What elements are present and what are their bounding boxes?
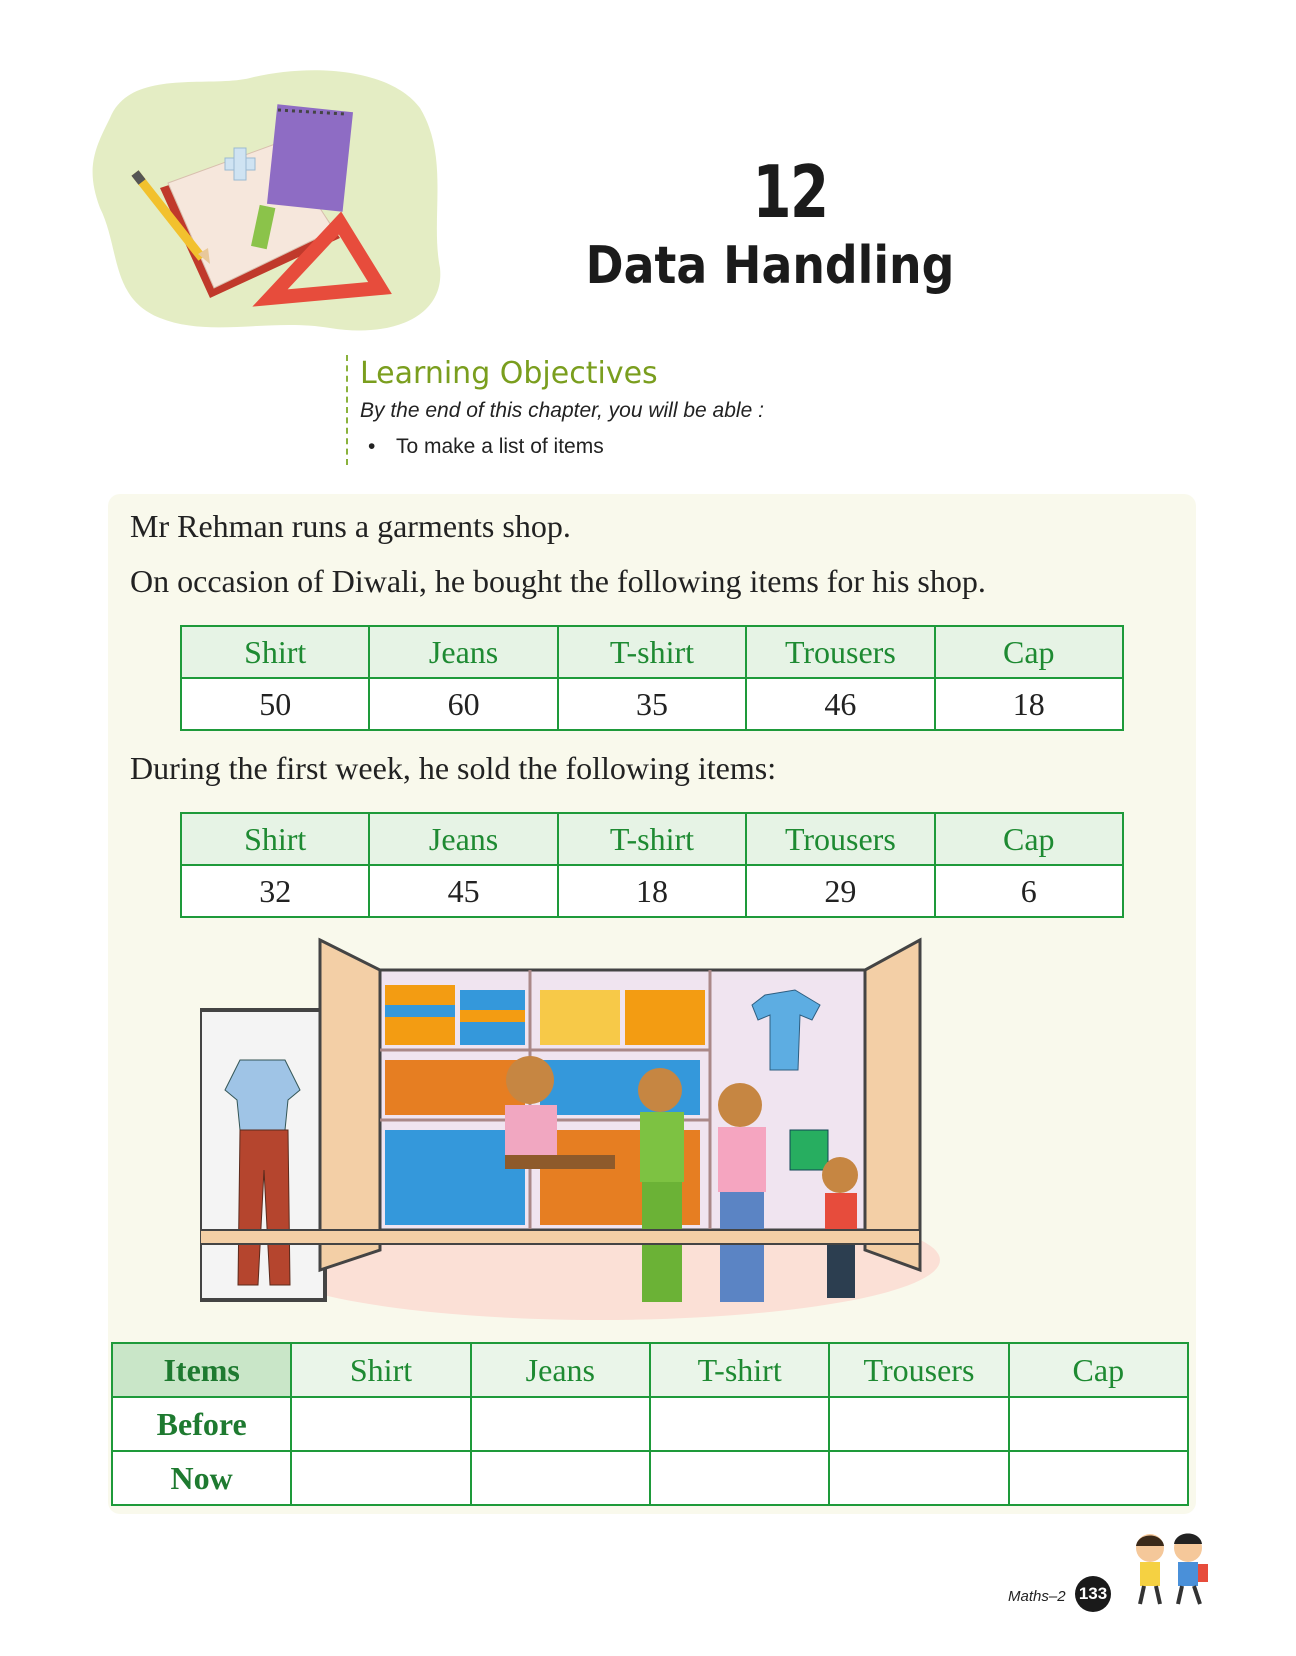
answer-cell[interactable] — [829, 1397, 1008, 1451]
intro-line-1: Mr Rehman runs a garments shop. — [130, 508, 571, 544]
chapter-illustration — [90, 48, 450, 348]
table-header: Shirt — [181, 626, 369, 678]
table-header: Jeans — [471, 1343, 650, 1397]
table-header: Shirt — [181, 813, 369, 865]
table-header: Jeans — [369, 626, 557, 678]
answer-cell[interactable] — [1009, 1397, 1188, 1451]
answer-cell[interactable] — [291, 1397, 470, 1451]
bought-items-table — [180, 625, 1124, 731]
row-label: Now — [112, 1451, 291, 1505]
objective-item — [360, 435, 960, 459]
answer-cell[interactable] — [291, 1451, 470, 1505]
intro-line-3: During the first week, he sold the following items: — [130, 750, 777, 786]
answer-cell[interactable] — [829, 1451, 1008, 1505]
book-label: Maths–2 — [1008, 1588, 1066, 1605]
chapter-number: 12 — [752, 150, 828, 234]
table-cell: 60 — [369, 678, 557, 730]
table-header: Trousers — [746, 626, 934, 678]
table-cell: 45 — [369, 865, 557, 917]
table-cell: 18 — [558, 865, 746, 917]
table-cell: 50 — [181, 678, 369, 730]
table-header: Trousers — [829, 1343, 1008, 1397]
intro-line-2: On occasion of Diwali, he bought the following items for his shop. — [130, 563, 986, 599]
page-number: 133 — [1075, 1576, 1111, 1612]
chapter-title: Data Handling — [585, 236, 955, 296]
answer-cell[interactable] — [471, 1451, 650, 1505]
objective-item-text: To make a list of items — [396, 435, 604, 458]
table-header: Shirt — [291, 1343, 470, 1397]
table-cell: 6 — [935, 865, 1123, 917]
objectives-intro: By the end of this chapter, you will be able : — [360, 399, 764, 422]
table-cell: 18 — [935, 678, 1123, 730]
kids-mascot-icon — [1120, 1528, 1220, 1608]
row-label: Before — [112, 1397, 291, 1451]
table-header: Jeans — [369, 813, 557, 865]
display-window — [200, 1010, 325, 1300]
table-cell: 46 — [746, 678, 934, 730]
table-header: Cap — [935, 626, 1123, 678]
table-cell: 29 — [746, 865, 934, 917]
table-header: Cap — [935, 813, 1123, 865]
objectives-heading: Learning Objectives — [360, 356, 658, 391]
notepad-icon — [267, 104, 353, 211]
table-header: T-shirt — [558, 626, 746, 678]
row-label: Items — [112, 1343, 291, 1397]
answer-cell[interactable] — [650, 1451, 829, 1505]
learning-objectives — [346, 355, 960, 465]
table-cell: 35 — [558, 678, 746, 730]
table-header: Trousers — [746, 813, 934, 865]
answer-cell[interactable] — [650, 1397, 829, 1451]
record-table — [111, 1342, 1189, 1506]
answer-cell[interactable] — [1009, 1451, 1188, 1505]
sold-items-table — [180, 812, 1124, 918]
table-cell: 32 — [181, 865, 369, 917]
table-header: T-shirt — [558, 813, 746, 865]
table-header: T-shirt — [650, 1343, 829, 1397]
answer-cell[interactable] — [471, 1397, 650, 1451]
bullet: • — [368, 435, 376, 458]
shop-illustration — [200, 930, 990, 1330]
table-header: Cap — [1009, 1343, 1188, 1397]
